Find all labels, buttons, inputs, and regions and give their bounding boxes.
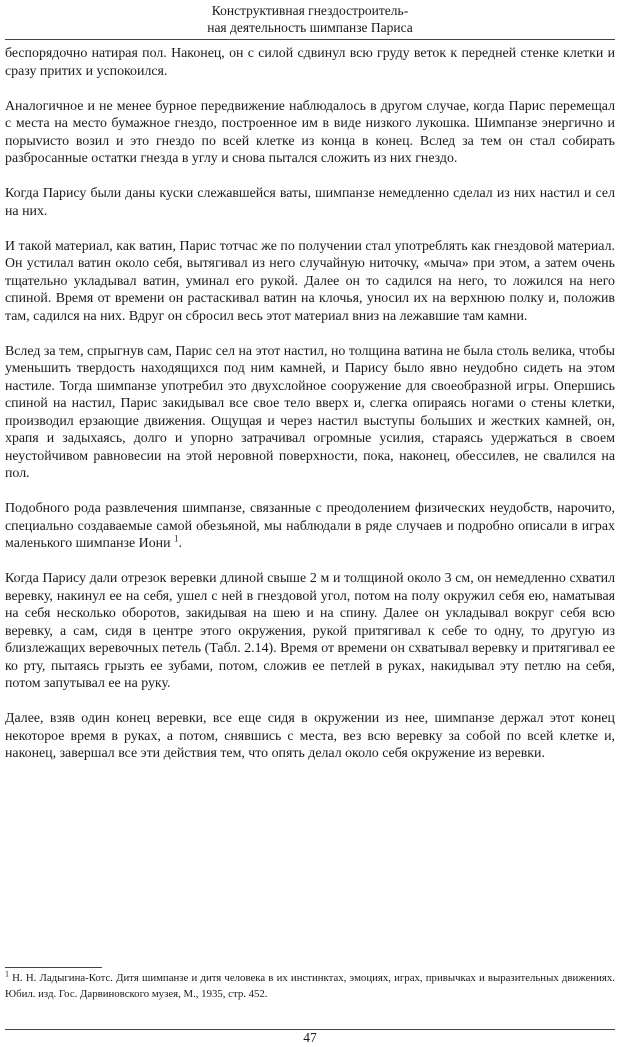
footnote-rule (5, 967, 102, 968)
footnote-reference[interactable]: 1 (174, 533, 179, 544)
body-text (5, 45, 615, 780)
page-number: 47 (303, 1030, 317, 1045)
footnote (5, 971, 615, 1002)
paragraph-6-text: Подобного рода развлечения шимпанзе, связанные с преодолением физических неудобств, нарочито, специально создаваемые самой обезьяной, мы наблюдали в ряде случаев и подробно описали в играх маленького шимпанзе Иони (5, 501, 615, 551)
paragraph-7: Когда Парису дали отрезок веревки длиной свыше 2 м и толщиной около 3 см, он немедленно схватил веревку, накинул ее на себя, ушел с ней в гнездовой угол, потом на полу окружил себя ею, наматывая на себя несколько оборотов, закидывая на шею и на спину. Далее он укладывал вокруг себя всю веревку, а сам, сидя в центре этого окружения, рукой притягивал к себе то одну, то другую из близлежащих веревочных петель (Табл. 2.14). Время от времени он схватывал веревку и притягивал ее ко рту, пытаясь грызть ее зубами, потом, сложив ее петлей в руках, накидывал эту петлю на себя, потом запутывал ее на руку. (5, 571, 615, 691)
paragraph-2: Аналогичное и не менее бурное передвижение наблюдалось в другом случае, когда Парис перемещал с места на место бумажное гнездо, построенное им в виде низкого лукошка. Шимпанзе энергично и порыvисто возил и это гнездо по всей клетке из конца в конец. Вслед за тем он стал собирать разбросанные остатки гнезда в углу и снова пытался сложить из них гнездо. (5, 98, 615, 166)
header-rule (5, 39, 615, 40)
footnote-text: Н. Н. Ладыгина-Котс. Дитя шимпанзе и дитя человека в их инстинктах, эмоциях, играх, привычках и выразительных движениях. Юбил. изд. Гос. Дарвиновского музея, М., 1935, стр. 452. (5, 972, 615, 1000)
running-header-line-2: ная деятельность шимпанзе Париса (207, 20, 413, 35)
paragraph-5: Вслед за тем, спрыгнув сам, Парис сел на этот настил, но толщина ватина не была столь велика, чтобы уменьшить твердость находящихся под ним камней, и Парису было явно неудобно сидеть на этом настиле. Тогда шимпанзе употребил это двухслойное сооружение для своеобразной игры. Опершись спиной на настил, Парис закидывал все свое тело вверх и, слегка опираясь ногами о стены клетки, производил ерзающие движения. Ощущая и через настил выступы больших и жестких камней, он, храпя и задыхаясь, долго и упорно затрачивал огромные усилия, стараясь удержаться в своем неустойчивом равновесии на этой неровной поверхности, пока, наконец, обессилев, не свалился на пол. (5, 343, 615, 481)
paragraph-8: Далее, взяв один конец веревки, все еще сидя в окружении из нее, шимпанзе держал этот конец некоторое время в руках, а потом, снявшись с места, вез всю веревку за собой по всей клетке и, наконец, завершал все эти действия тем, что опять делал около себя окружение из веревки. (5, 711, 615, 761)
running-header (0, 2, 620, 36)
running-header-line-1: Конструктивная гнездостроитель- (211, 3, 409, 18)
footnote-number: 1 (5, 969, 9, 979)
paragraph-6: Подобного рода развлечения шимпанзе, связанные с преодолением физических неудобств, нарочито, специально создаваемые самой обезьяной, мы наблюдали в ряде случаев и подробно описали в играх маленького шимпанзе Иони $^1$. (5, 501, 615, 551)
paragraph-4: И такой материал, как ватин, Парис тотчас же по получении стал употреблять как гнездовой материал. Он устилал ватин около себя, вытягивал из него случайную ниточку, «мыча» при этом, а затем очень тщательно укладывал ватин, уминал его рукой. Далее он то садился на него, то ложился на него спиной. Время от времени он растаскивал ватин на клочья, уносил их на верхнюю полку и, положив там, садился на них. Вдруг он сбросил весь этот материал вниз на лежавшие там камни. (5, 238, 615, 324)
paragraph-1: беспорядочно натирая пол. Наконец, он с силой сдвинул всю груду веток к передней стенке клетки и сразу притих и успокоился. (5, 46, 615, 79)
paragraph-3: Когда Парису были даны куски слежавшейся ваты, шимпанзе немедленно сделал из них настил и сел на них. (5, 186, 615, 219)
